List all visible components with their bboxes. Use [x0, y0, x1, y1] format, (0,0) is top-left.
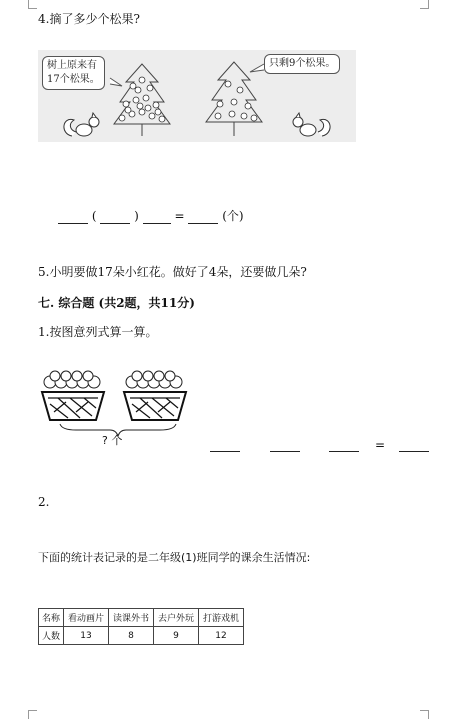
q4-illustration: [38, 50, 356, 142]
q7-1-baskets-drawing: [36, 368, 216, 452]
q7-1-blank-3[interactable]: [329, 439, 359, 452]
q4-paren-open: (: [91, 209, 97, 223]
q4-bubble-right: 只剩9个松果。: [264, 54, 340, 74]
squirrel-right-icon: [293, 113, 330, 136]
stats-value-cell: 13: [64, 627, 109, 645]
q4-blank-answer[interactable]: [188, 211, 218, 224]
q4-bubble-left-line2: 17个松果。: [47, 74, 100, 85]
stats-table: [38, 608, 244, 645]
stats-value-cell: 12: [199, 627, 244, 645]
q4-blank-2[interactable]: [100, 211, 130, 224]
stats-header-cell: 看动画片: [64, 609, 109, 627]
q4-title: 4.摘了多少个松果?: [38, 12, 140, 26]
q7-1-blank-2[interactable]: [270, 439, 300, 452]
q4-blank-3[interactable]: [143, 211, 171, 224]
stats-row-label: 人数: [39, 627, 64, 645]
stats-table-value-row: [39, 627, 244, 645]
basket-right-icon: [124, 392, 186, 420]
basket-left-icon: [42, 392, 104, 420]
apples-right-icon: [126, 371, 182, 388]
q7-1-blank-1[interactable]: [210, 439, 240, 452]
q4-equation-row: [58, 207, 244, 224]
page-corner-mark-bl: [28, 710, 37, 719]
q4-unit: (个): [222, 209, 244, 223]
stats-value-cell: 8: [109, 627, 154, 645]
section7-title: 七. 综合题 (共2题，共11分): [38, 296, 195, 310]
q7-1-blank-answer[interactable]: [399, 439, 429, 452]
q5-text: 5.小明要做17朵小红花。做好了4朵，还要做几朵?: [38, 265, 307, 279]
stats-header-cell: 读课外书: [109, 609, 154, 627]
q7-1-equals: =: [374, 438, 386, 452]
stats-header-cell: 打游戏机: [199, 609, 244, 627]
q7-2-intro: 下面的统计表记录的是二年级(1)班同学的课余生活情况:: [38, 551, 311, 564]
q4-bubble-left-line1: 树上原来有: [47, 60, 97, 71]
page-corner-mark-tl: [28, 0, 37, 9]
q7-1-brace-label: ? 个: [102, 434, 123, 447]
page-corner-mark-br: [420, 710, 429, 719]
squirrel-left-icon: [64, 113, 99, 136]
pine-tree-left-icon: [114, 64, 170, 136]
page-corner-mark-tr: [420, 0, 429, 9]
q7-1-title: 1.按图意列式算一算。: [38, 325, 158, 339]
stats-value-cell: 9: [154, 627, 199, 645]
q7-2-number: 2.: [38, 495, 50, 509]
q7-1-answer-row: [210, 438, 429, 452]
apples-left-icon: [44, 371, 100, 388]
q4-blank-1[interactable]: [58, 211, 88, 224]
q4-equals: =: [174, 209, 185, 223]
pinecones-left-icon: [119, 77, 165, 122]
stats-header-cell: 去户外玩: [154, 609, 199, 627]
stats-header-cell: 名称: [39, 609, 64, 627]
stats-table-header-row: [39, 609, 244, 627]
q4-paren-close: ): [134, 209, 139, 223]
q4-scene-drawing: [38, 50, 356, 142]
